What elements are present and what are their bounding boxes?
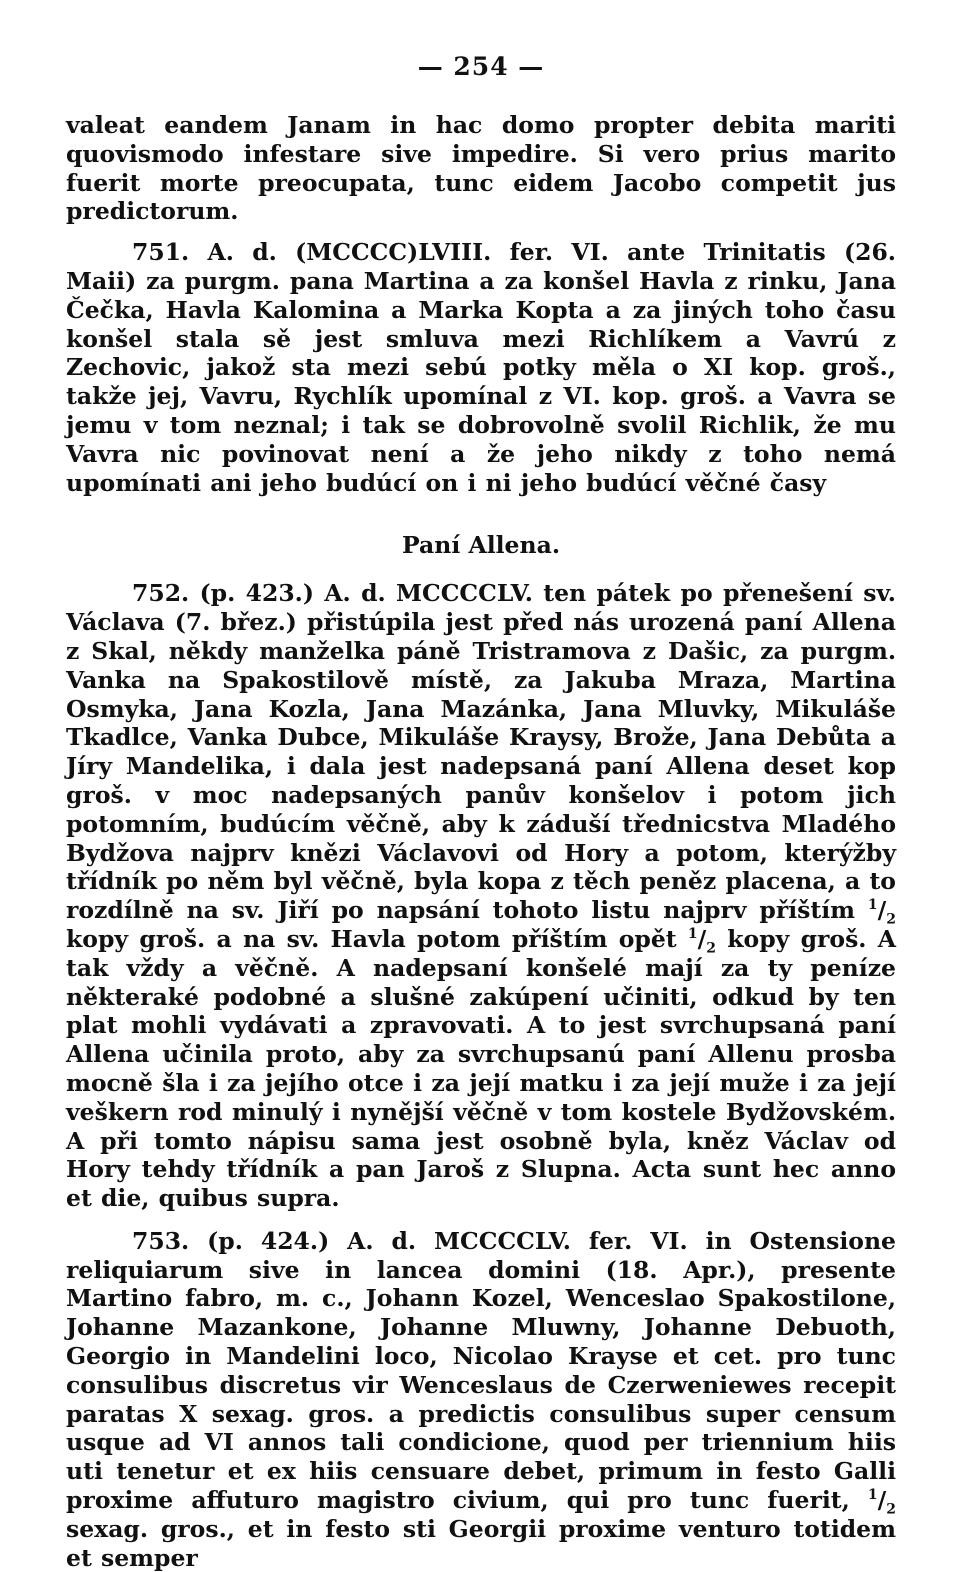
fraction-denominator: 2 bbox=[886, 911, 896, 928]
entry-753-text-1: 753. (p. 424.) A. d. MCCCCLV. fer. VI. in Ostensione reliquiarum sive in lancea domini (18. Apr.), presente Martino fabro, m. c., Johann Kozel, Wenceslao Spakostilone, Johanne Mazankone, Johanne Mluwny, Johanne Debuoth, Georgio in Mandelini loco, Nicolao Krayse et cet. pro tunc consulibus discretus vir Wenceslaus de Czerweniewes recepit paratas X sexag. gros. a predictis consulibus super censum usque ad VI annos tali condicione, quod per triennium hiis uti tenetur et ex hiis censuare debet, primum in festo Galli proxime affuturo magistro civium, qui pro tunc fuerit, bbox=[66, 1226, 896, 1515]
entry-752-text-1: 752. (p. 423.) A. d. MCCCCLV. ten pátek po přenešení sv. Václava (7. břez.) přistúpila jest před nás urozená paní Allena z Skal, někdy manželka páně Tristramova z Dašic, za purgm. Vanka na Spakostilově místě, za Jakuba Mraza, Martina Osmyka, Jana Kozla, Jana Mazánka, Jana Mluvky, Mikuláše Tkadlce, Vanka Dubce, Mikuláše Kraysy, Brože, Jana Debůta a Jíry Mandelika, i dala jest nadepsaná paní Allena deset kop groš. v moc nadepsaných panův konšelov i potom jich potomním, budúcím věčně, aby k záduší třednicstva Mladého Bydžova najprv knězi Václavovi od Hory a potom, kterýžby třídník po něm byl věčně, byla kopa z těch peněz placena, a to rozdílně na sv. Jiří po napsání tohoto listu najprv příštím bbox=[66, 579, 896, 925]
fraction-numerator: 1 bbox=[867, 897, 878, 914]
intro-paragraph: valeat eandem Janam in hac domo propter debita mariti quovismodo infestare sive impedire. Si vero prius marito fuerit morte preocupata, tunc eidem Jacobo competit jus predictorum. bbox=[66, 111, 896, 226]
section-heading: Paní Allena. bbox=[402, 531, 560, 560]
entry-752-text-2: kopy groš. a na sv. Havla potom příštím opět bbox=[66, 924, 677, 953]
page-number: — 254 — bbox=[417, 52, 545, 81]
fraction-numerator: 1 bbox=[687, 926, 698, 943]
entry-753-text-2: sexag. gros., et in festo sti Georgii proxime venturo totidem et semper bbox=[66, 1514, 896, 1572]
entry-751: 751. A. d. (MCCCC)LVIII. fer. VI. ante Trinitatis (26. Maii) za purgm. pana Martina a za konšel Havla z rinku, Jana Čečka, Havla Kalomina a Marka Kopta a za jiných toho času konšel stala sě jest smluva mezi Richlíkem a Vavrú z Zechovic, jakož sta mezi sebú potky měla o XI kop. groš., takže jej, Vavru, Rychlík upomínal z VI. kop. groš. a Vavra se jemu v tom neznal; i tak se dobrovolně svolil Richlik, že mu Vavra nic povinovat není a že jeho nikdy z toho nemá upomínati ani jeho budúcí on i ni jeho budúcí věčné časy bbox=[66, 238, 896, 497]
entry-752: 752. (p. 423.) A. d. MCCCCLV. ten pátek po přenešení sv. Václava (7. břez.) přistúpila jest před nás urozená paní Allena z Skal, někdy manželka páně Tristramova z Dašic, za purgm. Vanka na Spakostilově místě, za Jakuba Mraza, Martina Osmyka, Jana Kozla, Jana Mazánka, Jana Mluvky, Mikuláše Tkadlce, Vanka Dubce, Mikuláše Kraysy, Brože, Jana Debůta a Jíry Mandelika, i dala jest nadepsaná paní Allena deset kop groš. v moc nadepsaných panův konšelov i potom jich potomním, budúcím věčně, aby k záduší třednicstva Mladého Bydžova najprv knězi Václavovi od Hory a potom, kterýžby třídník po něm byl věčně, byla kopa z těch peněz placena, a to rozdílně na sv. Jiří po napsání tohoto listu najprv příštím $^1/_2$ kopy groš. a na sv. Havla potom příštím opět $^1/_2$ kopy groš. A tak vždy a věčně. A nadepsaní konšelé mají za ty peníze některaké podobné a slušné zakúpení učiniti, odkud by ten plat mohli vydávati a zpravovati. A to jest svrchupsaná paní Allena učinila proto, aby za svrchupsanú paní Allenu prosba mocně šla i za jejího otce i za její matku i za její muže i za její veškern rod minulý i nynější věčně v tom kostele Bydžovském. A při tomto nápisu sama jest osobně byla, kněz Václav od Hory tehdy třídník a pan Jaroš z Slupna. Acta sunt hec anno et die, quibus supra. bbox=[66, 579, 896, 1213]
document-page bbox=[66, 52, 896, 1572]
fraction-denominator: 2 bbox=[706, 940, 716, 957]
entry-752-text-3: kopy groš. A tak vždy a věčně. A nadepsaní konšelé mají za ty peníze některaké podobné a slušné zakúpení učiniti, odkud by ten plat mohli vydávati a zpravovati. A to jest svrchupsaná paní Allena učinila proto, aby za svrchupsanú paní Allenu prosba mocně šla i za jejího otce i za její matku i za její muže i za její veškern rod minulý i nynější věčně v tom kostele Bydžovském. A při tomto nápisu sama jest osobně byla, kněz Václav od Hory tehdy třídník a pan Jaroš z Slupna. Acta sunt hec anno et die, quibus supra. bbox=[66, 924, 896, 1213]
fraction-denominator: 2 bbox=[886, 1501, 896, 1518]
fraction-numerator: 1 bbox=[867, 1487, 878, 1504]
entry-753: 753. (p. 424.) A. d. MCCCCLV. fer. VI. in Ostensione reliquiarum sive in lancea domini (18. Apr.), presente Martino fabro, m. c., Johann Kozel, Wenceslao Spakostilone, Johanne Mazankone, Johanne Mluwny, Johanne Debuoth, Georgio in Mandelini loco, Nicolao Krayse et cet. pro tunc consulibus discretus vir Wenceslaus de Czerweniewes recepit paratas X sexag. gros. a predictis consulibus super censum usque ad VI annos tali condicione, quod per triennium hiis uti tenetur et ex hiis censuare debet, primum in festo Galli proxime affuturo magistro civium, qui pro tunc fuerit, $^1/_2$ sexag. gros., et in festo sti Georgii proxime venturo totidem et semper bbox=[66, 1226, 896, 1572]
